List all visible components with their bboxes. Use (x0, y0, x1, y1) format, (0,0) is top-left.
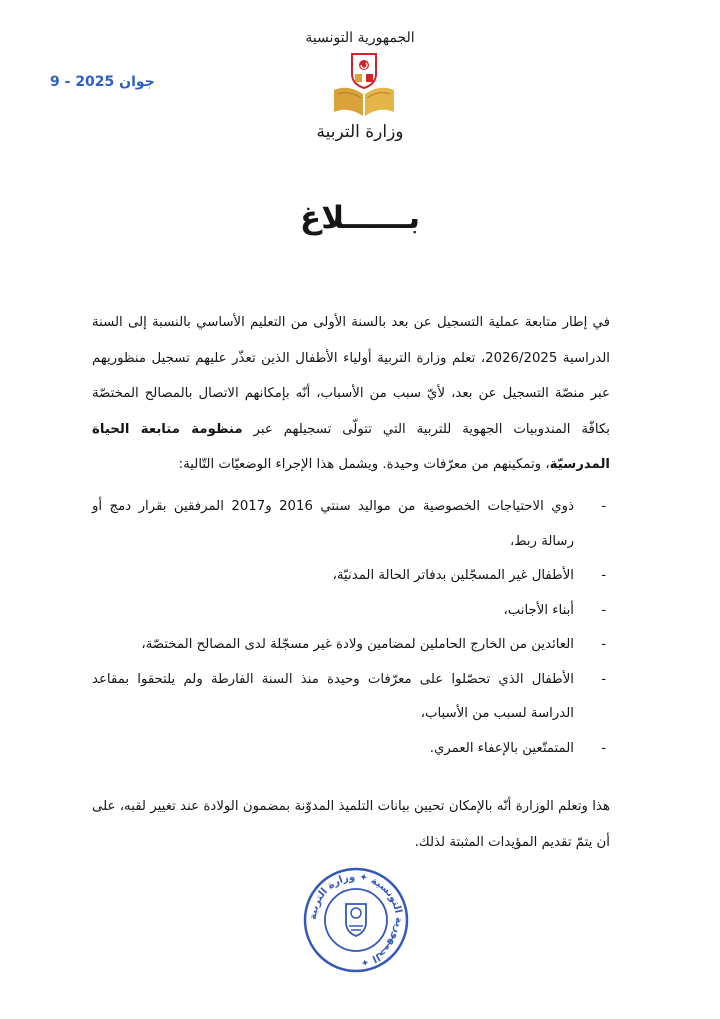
intro-text-start: في إطار متابعة عملية التسجيل عن بعد بالسنة الأولى من التعليم الأساسي بالنسبة إلى السنة الدراسية 2026/2025، تعلم وزارة التربية أولياء الأطفال الذين تعذّر عليهم تسجيل منظوريهم عبر منصّة التسجيل عن بعد، لأيّ سبب من الأسباب، أنّه بإمكانهم الاتصال بالمصالح المختصّة بكافّة المندوبيات الجهوية للتربية التي تتولّى تسجيلهم عبر (92, 315, 610, 437)
announcement-title: بــــــلاغ (300, 200, 420, 236)
stamp-text: الجمهورية التونسية ✦ وزارة التربية ✦ (307, 871, 405, 968)
list-item: - الأطفال الذي تحصّلوا على معرّفات وحيدة منذ السنة الفارطة ولم يلتحقوا بمقاعد الدراسة لسبب من الأسباب، (92, 663, 610, 732)
intro-paragraph (92, 305, 610, 483)
intro-text-bold: منظومة متابعة الحياة المدرسيّة (92, 421, 610, 472)
conditions-list (92, 490, 610, 766)
intro-text-end: ، وتمكينهم من معرّفات وحيدة. ويشمل هذا الإجراء الوضعيّات التّالية: (178, 457, 550, 472)
list-item: - المتمتّعين بالإعفاء العمري. (92, 732, 610, 767)
list-item: - الأطفال غير المسجّلين بدفاتر الحالة المدنيّة، (92, 559, 610, 594)
list-item: - العائدين من الخارج الحاملين لمضامين ولادة غير مسجّلة لدى المصالح المختصّة، (92, 628, 610, 663)
republic-heading: الجمهورية التونسية (305, 30, 415, 46)
ministry-name: وزارة التربية (316, 122, 404, 142)
list-item: - أبناء الأجانب، (92, 594, 610, 629)
closing-paragraph: هذا وتعلم الوزارة أنّه بالإمكان تحيين بيانات التلميذ المدوّنة بمضمون الولادة عند تغيير لقبه، على أن يتمّ تقديم المؤيدات المثبتة لذلك. (92, 799, 610, 850)
ministry-emblem-icon (328, 50, 400, 122)
list-item: - ذوي الاحتياجات الخصوصية من مواليد سنتي 2016 و2017 المرفقين بقرار دمج أو رسالة ربط، (92, 490, 610, 559)
official-stamp-icon (302, 866, 410, 974)
issue-date: 9 - جوان 2025 (50, 74, 155, 90)
